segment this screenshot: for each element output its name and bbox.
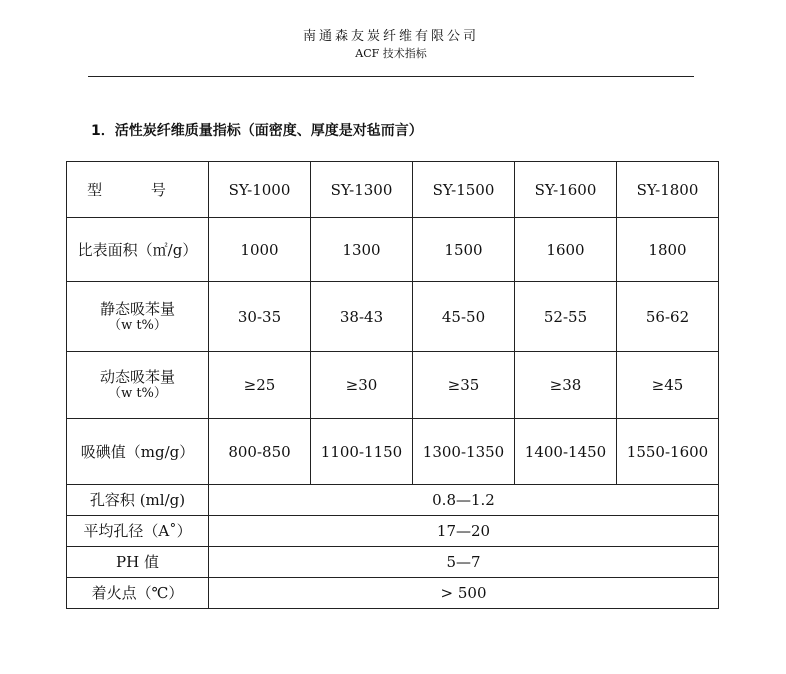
table-cell: ≥38 [515, 352, 617, 419]
table-row [67, 547, 719, 578]
table-cell-span: 0.8—1.2 [209, 485, 719, 516]
table-cell: 45-50 [413, 282, 515, 352]
model-cell: SY-1000 [209, 162, 311, 218]
table-cell: 30-35 [209, 282, 311, 352]
table-cell: 1000 [209, 218, 311, 282]
model-cell: SY-1600 [515, 162, 617, 218]
model-cell: SY-1300 [311, 162, 413, 218]
table-row [67, 218, 719, 282]
row-label-text: 动态吸苯量 [99, 368, 175, 386]
row-label-unit: （w t%） [108, 317, 167, 333]
table-row [67, 516, 719, 547]
table-cell-span: > 500 [209, 578, 719, 609]
table-header-row [67, 162, 719, 218]
table-cell: 56-62 [617, 282, 719, 352]
table-cell: 1300 [311, 218, 413, 282]
table-cell: 800-850 [209, 419, 311, 485]
table-cell: 1100-1150 [311, 419, 413, 485]
table-cell: 1600 [515, 218, 617, 282]
table-cell-span: 5—7 [209, 547, 719, 578]
document-header [88, 28, 694, 61]
table-row [67, 419, 719, 485]
table-cell: 52-55 [515, 282, 617, 352]
table-cell: 38-43 [311, 282, 413, 352]
table-row [67, 282, 719, 352]
header-rule [88, 76, 694, 77]
table-row [67, 578, 719, 609]
row-label-dynamic-benzene [67, 352, 209, 419]
row-label-pore-diameter: 平均孔径（A˚） [67, 516, 209, 547]
row-label-ignition-point: 着火点（℃） [67, 578, 209, 609]
table-row [67, 352, 719, 419]
document-subtitle: ACF 技术指标 [355, 47, 427, 60]
table-cell: 1500 [413, 218, 515, 282]
row-label-surface-area: 比表面积（㎡/g） [67, 218, 209, 282]
section-title: 1．活性炭纤维质量指标（面密度、厚度是对毡而言） [91, 123, 423, 139]
row-label-unit: （w t%） [108, 386, 167, 401]
model-cell: SY-1500 [413, 162, 515, 218]
type-label-cell [67, 162, 209, 218]
row-label-iodine-value: 吸碘值（mg/g） [67, 419, 209, 485]
table-cell: 1800 [617, 218, 719, 282]
table-cell: 1300-1350 [413, 419, 515, 485]
row-label-text: 静态吸苯量 [99, 299, 175, 318]
table-cell: ≥35 [413, 352, 515, 419]
table-cell: 1550-1600 [617, 419, 719, 485]
table-row [67, 485, 719, 516]
type-label: 型 号 [87, 180, 188, 199]
table-cell-span: 17—20 [209, 516, 719, 547]
table-cell: ≥30 [311, 352, 413, 419]
table-cell: 1400-1450 [515, 419, 617, 485]
company-name: 南通森友炭纤维有限公司 [302, 29, 479, 44]
table-cell: ≥25 [209, 352, 311, 419]
row-label-ph: PH 值 [67, 547, 209, 578]
row-label-pore-volume: 孔容积 (ml/g) [67, 485, 209, 516]
spec-table [66, 161, 719, 609]
table-cell: ≥45 [617, 352, 719, 419]
row-label-static-benzene [67, 282, 209, 352]
model-cell: SY-1800 [617, 162, 719, 218]
